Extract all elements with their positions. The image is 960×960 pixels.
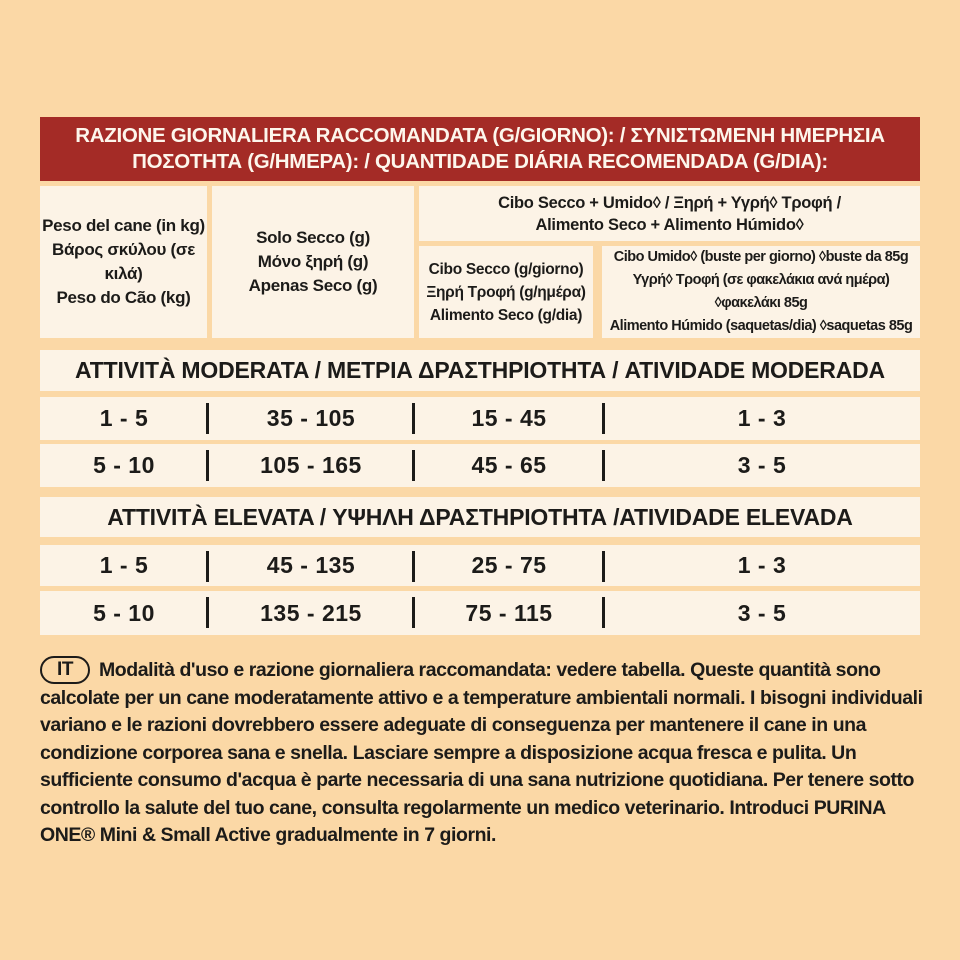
column-header-dry-plus-wet [419, 186, 920, 241]
daily-ration-banner [40, 117, 920, 181]
row-cell-dry-only: 135 - 215 [260, 599, 362, 626]
wet-food-label-el: Υγρή◊ Τροφή (σε φακελάκια ανά ημέρα) ◊φακελάκι 85g [632, 272, 890, 311]
column-divider [412, 597, 415, 628]
column-divider [602, 551, 605, 582]
row-cell-wet-pouches: 1 - 3 [737, 405, 787, 431]
column-header-dry-food [419, 246, 593, 338]
moderate-activity-title: ATTIVITÀ MODERATA / ΜΕΤΡΙΑ ΔΡΑΣΤΗΡΙΟΤΗΤΑ / ATIVIDADE MODERADA [75, 357, 885, 383]
table-row [40, 545, 920, 586]
dog-weight-label-pt: Peso do Cão (kg) [56, 288, 191, 307]
dry-food-label-el: Ξηρή Τροφή (g/ημέρα) [426, 283, 586, 301]
dry-only-label-it: Solo Secco (g) [256, 228, 370, 247]
column-divider [206, 450, 209, 481]
section-header-moderate-activity [40, 350, 920, 391]
column-divider [206, 403, 209, 434]
row-cell-dry-only: 105 - 165 [260, 452, 362, 478]
column-divider [412, 450, 415, 481]
language-badge-it: IT [40, 656, 90, 684]
wet-food-label-it: Cibo Umido◊ (buste per giorno) ◊buste da 85g [613, 249, 909, 265]
section-header-elevated-activity [40, 497, 920, 537]
row-cell-weight: 5 - 10 [93, 599, 155, 626]
column-header-wet-food [602, 246, 920, 338]
column-divider [412, 551, 415, 582]
row-cell-dry-only: 45 - 135 [266, 552, 356, 578]
column-divider [206, 551, 209, 582]
table-row [40, 444, 920, 487]
dry-food-label-pt: Alimento Seco (g/dia) [429, 306, 583, 324]
row-cell-weight: 1 - 5 [99, 552, 149, 578]
column-header-dog-weight [40, 186, 207, 338]
column-divider [602, 403, 605, 434]
usage-instructions-text: Modalità d'uso e razione giornaliera raccomandata: vedere tabella. Queste quantità sono calcolate per un cane moderatamente attivo e a temperature ambientali normali. I bisogni individuali variano e le razioni dovrebbero essere adeguate di conseguenza per mantenere il cane in una condizione corporea sana e snella. Lasciare sempre a disposizione acqua fresca e pulita. Un sufficiente consumo d'acqua è parte necessaria di una sana nutrizione quotidiana. Per tenere sotto controllo la salute del tuo cane, consulta regolarmente un medico veterinario. Introduci PURINA ONE® Mini & Small Active gradualmente in 7 giorni. [40, 659, 923, 846]
dry-only-label-pt: Apenas Seco (g) [248, 276, 378, 295]
column-header-dry-only [212, 186, 414, 338]
column-divider [206, 597, 209, 628]
banner-line-1: RAZIONE GIORNALIERA RACCOMANDATA (G/GIORNO): / ΣΥΝΙΣΤΩΜΕΝΗ ΗΜΕΡΗΣΙΑ [75, 124, 885, 147]
column-divider [602, 597, 605, 628]
banner-line-2: ΠΟΣΟΤΗΤΑ (G/ΗΜΕΡΑ): / QUANTIDADE DIÁRIA RECOMENDADA (G/DIA): [132, 150, 828, 173]
row-cell-dry-mixed: 25 - 75 [471, 552, 547, 578]
row-cell-weight: 1 - 5 [99, 405, 149, 431]
row-cell-weight: 5 - 10 [93, 452, 155, 478]
row-cell-dry-mixed: 15 - 45 [471, 405, 547, 431]
dry-plus-wet-line-2: Alimento Seco + Alimento Húmido◊ [535, 215, 804, 234]
row-cell-dry-only: 35 - 105 [266, 405, 356, 431]
wet-food-label-pt: Alimento Húmido (saquetas/dia) ◊saquetas 85g [609, 318, 913, 334]
usage-instructions-paragraph [40, 656, 926, 850]
row-cell-dry-mixed: 45 - 65 [471, 452, 547, 478]
dry-plus-wet-line-1: Cibo Secco + Umido◊ / Ξηρή + Υγρή◊ Τροφή / [498, 193, 841, 212]
column-divider [412, 403, 415, 434]
row-cell-wet-pouches: 3 - 5 [737, 599, 787, 626]
table-row [40, 591, 920, 635]
row-cell-dry-mixed: 75 - 115 [465, 599, 553, 626]
column-divider [602, 450, 605, 481]
elevated-activity-title: ATTIVITÀ ELEVATA / ΥΨΗΛΗ ΔΡΑΣΤΗΡΙΟΤΗΤΑ /ATIVIDADE ELEVADA [107, 503, 853, 530]
table-row [40, 397, 920, 440]
row-cell-wet-pouches: 3 - 5 [737, 452, 787, 478]
dog-weight-label-it: Peso del cane (in kg) [42, 216, 205, 235]
dry-only-label-el: Μόνο ξηρή (g) [257, 252, 369, 271]
dry-food-label-it: Cibo Secco (g/giorno) [428, 260, 584, 278]
row-cell-wet-pouches: 1 - 3 [737, 552, 787, 578]
dog-weight-label-el: Βάρος σκύλου (σε κιλά) [51, 240, 195, 283]
